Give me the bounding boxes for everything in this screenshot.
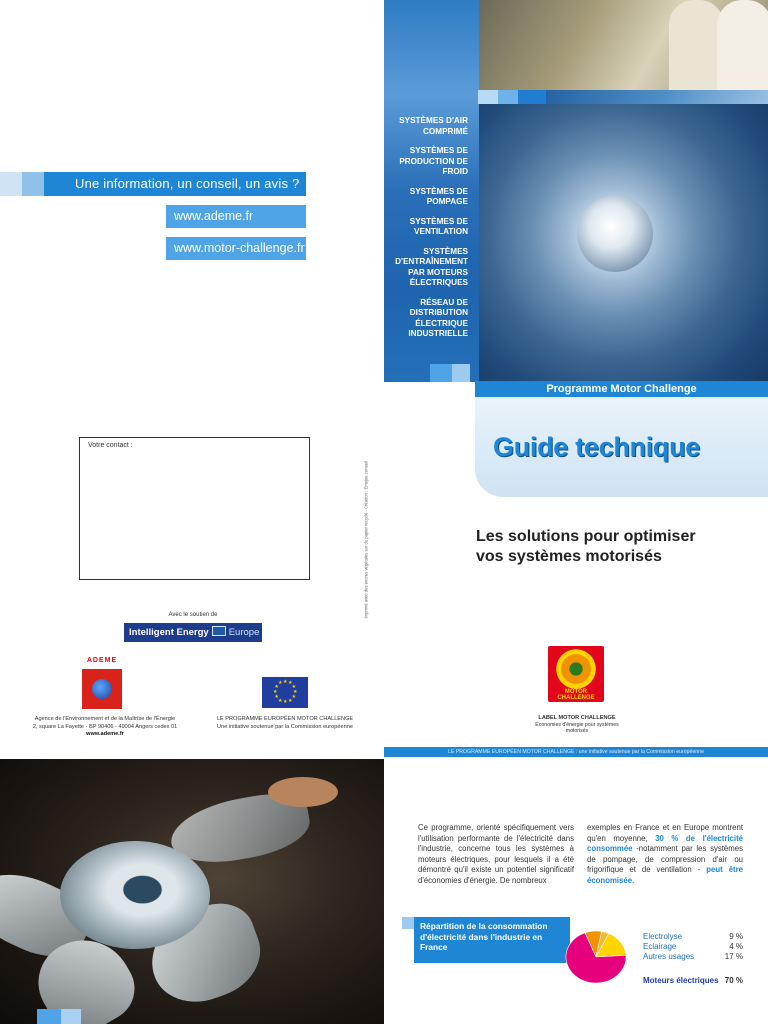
system-item: SYSTÈMES DE POMPAGE: [409, 186, 468, 206]
body-column-2: [587, 823, 743, 887]
highlight-text: peut être économisée: [587, 865, 744, 885]
ademe-logo: [82, 669, 122, 709]
contact-label: Votre contact :: [88, 442, 133, 449]
star-icon: ★: [274, 684, 279, 690]
highlight-text: 30 % de l'électricité consommée: [587, 833, 743, 854]
star-icon: ★: [293, 689, 298, 695]
eu-text-line: Une initiative soutenue par la Commission européenne: [217, 723, 353, 730]
star-icon: ★: [273, 689, 278, 695]
decor-square: [430, 364, 452, 382]
star-icon: ★: [291, 694, 297, 700]
star-icon: ★: [288, 697, 293, 704]
link-ademe[interactable]: www.ademe.fr: [166, 205, 306, 228]
star-icon: ★: [274, 694, 279, 700]
worker-figure: [717, 0, 768, 90]
factory-photo: [479, 0, 768, 90]
legend-value: 70 %: [724, 976, 743, 985]
program-strip: LE PROGRAMME EUROPÉEN MOTOR CHALLENGE : une initiative soutenue par la Commission européenne: [384, 747, 768, 757]
decor-square: [402, 917, 414, 929]
system-item: SYSTÈMES DE PRODUCTION DE FROID: [399, 146, 468, 176]
page-title: Guide technique: [493, 432, 701, 462]
decor-square: [498, 90, 518, 104]
info-tagline: Une information, un conseil, un avis ?: [44, 172, 306, 196]
intelligent-energy-logo: [124, 623, 262, 642]
info-banner: [0, 172, 306, 196]
link-motor-challenge[interactable]: www.motor-challenge.fr: [166, 237, 306, 260]
ademe-address-line: 2, square La Fayette - BP 90406 - 49004 Angers cedex 01: [32, 723, 178, 730]
print-note-text: Imprimé avec des encres végétales sur du papier recyclé - Création : Emojoe.conseil: [363, 461, 369, 619]
program-band: Programme Motor Challenge: [475, 381, 768, 397]
system-item: SYSTÈMES D'AIR COMPRIMÉ: [399, 116, 468, 136]
label-caption-sub: Économies d'énergie pour systèmes motorisés: [535, 721, 619, 734]
decor-square: [61, 1009, 81, 1024]
body-text: exemples en France et en Europe montrent qu'en moyenne,: [587, 823, 743, 843]
sponsor-label: Avec le soutien de: [168, 612, 218, 618]
eu-text-line: LE PROGRAMME EUROPÉEN MOTOR CHALLENGE: [216, 716, 354, 722]
legend-row: [643, 976, 743, 986]
fan-photo: [0, 759, 384, 1024]
pie-chart: [563, 926, 633, 992]
star-icon: ★: [288, 680, 293, 687]
legend-row: [643, 932, 743, 942]
system-item: RÉSEAU DE DISTRIBUTION ÉLECTRIQUE INDUSTRIELLE: [408, 297, 468, 338]
star-icon: ★: [278, 697, 283, 704]
eu-flag-icon: [212, 626, 226, 636]
legend-label: Eclairage: [643, 942, 677, 951]
system-item: SYSTÈMES D'ENTRAÎNEMENT PAR MOTEURS ÉLECTRIQUES: [395, 246, 468, 287]
sun-icon: [551, 648, 601, 690]
decor-square: [22, 172, 44, 196]
body-text: .: [632, 875, 635, 885]
decor-square: [452, 364, 470, 382]
star-icon: ★: [291, 684, 297, 690]
ie-logo-europe: Europe: [228, 627, 260, 638]
globe-icon: [92, 679, 112, 699]
worker-figure: [669, 0, 724, 90]
subtitle-line: vos systèmes motorisés: [476, 548, 662, 565]
body-column-1: Ce programme, orienté spécifiquement vers l'utilisation performante de l'électricité dans l'industrie, concerne tous les systèmes à moteurs électriques, pour lesquels il a été démontré qu'il existe un potentiel significatif d'économies d'énergie. De nombreux: [418, 823, 574, 885]
decor-square: [0, 172, 22, 196]
print-note: [360, 398, 372, 628]
decor-square: [518, 90, 546, 104]
legend-row: [643, 942, 743, 952]
turbine-photo: [479, 104, 768, 382]
hand-image: [268, 777, 338, 807]
eu-flag: [262, 677, 308, 708]
legend-value: 9 %: [729, 932, 743, 941]
star-icon: ★: [283, 699, 288, 705]
motor-challenge-label-logo: [548, 646, 604, 702]
chart-title-box: Répartition de la consommation d'électricité dans l'industrie en France: [414, 917, 570, 963]
subtitle-line: Les solutions pour optimiser: [476, 528, 696, 545]
ademe-wordmark: ADEME: [86, 657, 118, 664]
system-item: SYSTÈMES DE VENTILATION: [409, 216, 468, 236]
body-text: -notamment par les systèmes de pompage, de compression d'air ou frigorifique et de ventilation -: [587, 844, 743, 875]
turbine-hub: [577, 196, 653, 272]
decor-square: [478, 90, 498, 104]
legend-label: Moteurs électriques: [643, 976, 719, 985]
ademe-web[interactable]: www.ademe.fr: [86, 731, 124, 737]
subtitle: [476, 527, 756, 567]
legend-label: Electrolyse: [643, 932, 683, 941]
legend-value: 17 %: [724, 952, 743, 961]
eu-program-text: [205, 716, 365, 731]
decor-square: [37, 1009, 61, 1024]
star-icon: ★: [283, 679, 288, 685]
contact-box: [79, 437, 310, 580]
ademe-address-line: Agence de l'Environnement et de la Maîtrise de l'Énergie: [34, 716, 176, 722]
legend-label: Autres usages: [643, 952, 695, 961]
systems-list: [392, 116, 468, 349]
ademe-address: [20, 716, 190, 739]
star-icon: ★: [278, 680, 283, 687]
legend-row: [643, 952, 743, 962]
label-logo-text: MOTOR CHALLENGE: [557, 689, 595, 701]
label-caption-title: LABEL MOTOR CHALLENGE: [538, 715, 616, 721]
legend-value: 4 %: [729, 942, 743, 951]
fan-hub: [60, 841, 210, 949]
label-caption: [525, 715, 629, 735]
ie-logo-text: Intelligent Energy: [129, 627, 209, 638]
